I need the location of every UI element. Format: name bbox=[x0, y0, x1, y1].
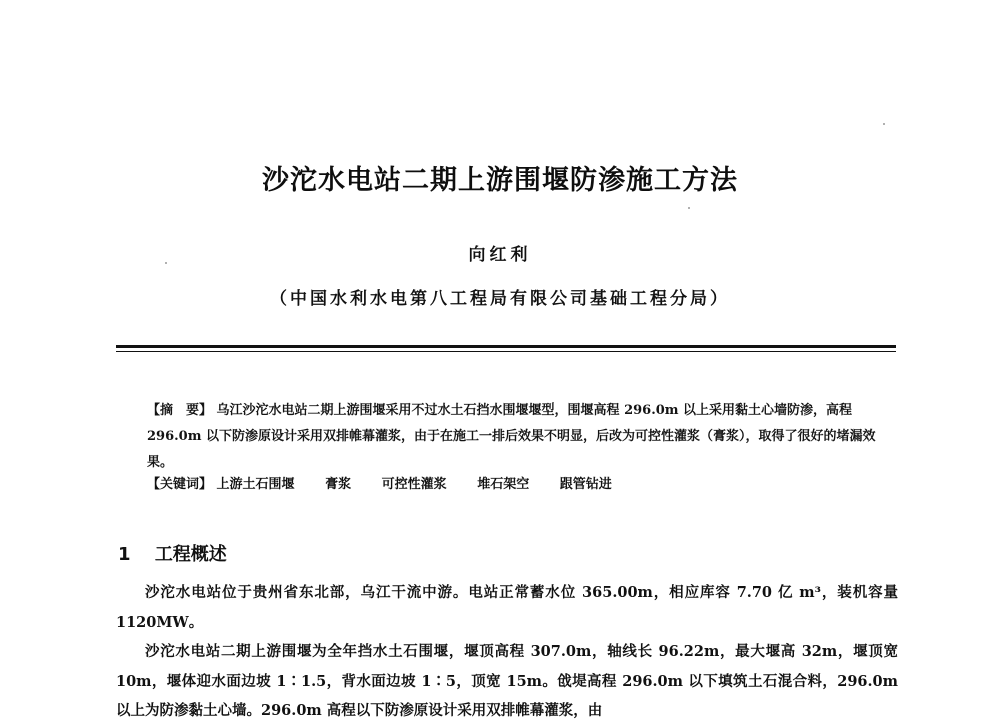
paper-affiliation: （中国水利水电第八工程局有限公司基础工程分局） bbox=[270, 289, 730, 309]
keyword-item: 跟管钻进 bbox=[559, 477, 612, 492]
keyword-item: 堆石架空 bbox=[477, 477, 530, 492]
header-rule-thin bbox=[116, 351, 896, 352]
section-heading bbox=[118, 540, 227, 566]
abstract bbox=[147, 398, 877, 476]
keyword-item: 可控性灌浆 bbox=[381, 477, 447, 492]
section-title: 工程概述 bbox=[154, 544, 227, 565]
abstract-text: 乌江沙沱水电站二期上游围堰采用不过水土石挡水围堰堰型，围堰高程 296.0m 以上采用黏土心墙防渗，高程 296.0m 以下防渗原设计采用双排帷幕灌浆，由于在施工一排后效果不明显，后改为可控性灌浆（膏浆），取得了很好的堵漏效果。 bbox=[147, 403, 876, 470]
keywords bbox=[147, 472, 877, 498]
keyword-item: 膏浆 bbox=[325, 477, 352, 492]
section-number: 1 bbox=[118, 544, 131, 565]
paper-author: 向红利 bbox=[468, 245, 532, 265]
section-body bbox=[116, 578, 898, 726]
paper-title: 沙沱水电站二期上游围堰防渗施工方法 bbox=[262, 165, 738, 196]
body-paragraph: 沙沱水电站位于贵州省东北部，乌江干流中游。电站正常蓄水位 365.00m，相应库容 7.70 亿 m³，装机容量 1120MW。 bbox=[116, 584, 898, 631]
scan-speck bbox=[883, 123, 885, 125]
scan-speck bbox=[688, 207, 690, 209]
header-rule-thick bbox=[116, 345, 896, 348]
keywords-label: 【关键词】 bbox=[147, 477, 213, 492]
body-paragraph: 沙沱水电站二期上游围堰为全年挡水土石围堰，堰顶高程 307.0m，轴线长 96.22m，最大堰高 32m，堰顶宽 10m，堰体迎水面边坡 1∶1.5，背水面边坡 1∶5，顶宽 15m。戗堤高程 296.0m 以下填筑土石混合料，296.0m 以上为防渗黏土心墙。296.0m 高程以下防渗原设计采用双排帷幕灌浆，由 bbox=[116, 643, 898, 719]
keyword-item: 上游土石围堰 bbox=[216, 477, 295, 492]
abstract-label: 【摘 要】 bbox=[147, 403, 213, 418]
